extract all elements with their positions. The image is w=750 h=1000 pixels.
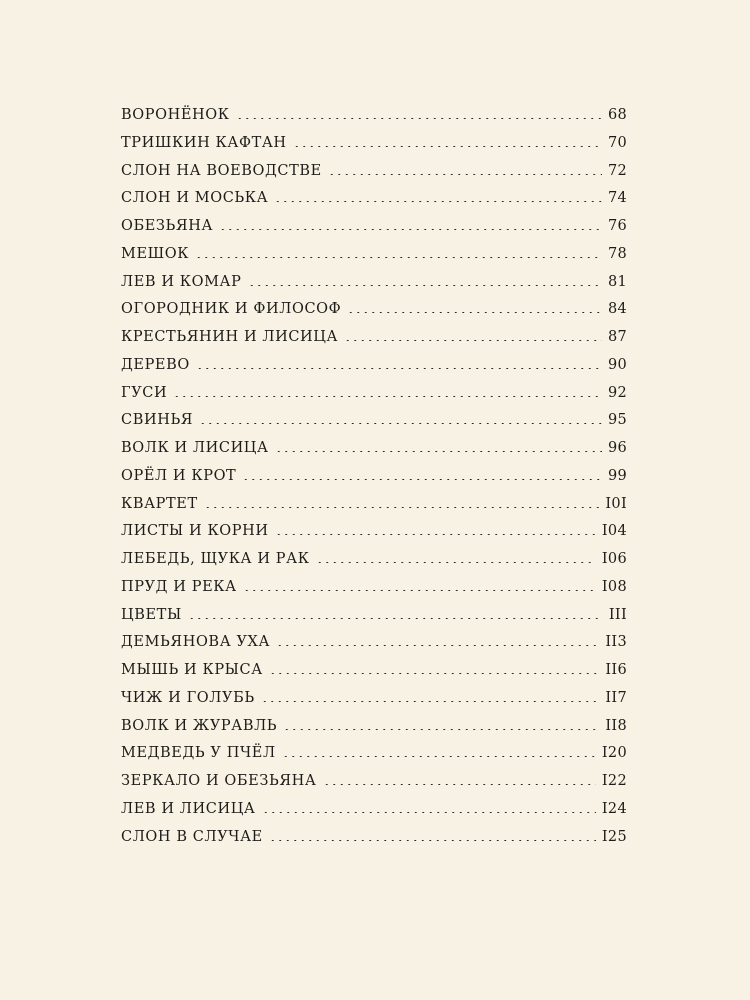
dot-leader xyxy=(243,590,596,591)
toc-entry-page: 92 xyxy=(607,384,627,401)
dot-leader xyxy=(173,396,602,397)
toc-entry xyxy=(121,829,627,857)
dot-leader xyxy=(347,312,602,313)
toc-entry-title: ОГОРОДНИК И ФИЛОСОФ xyxy=(121,301,342,318)
toc-entry xyxy=(121,801,627,829)
dot-leader xyxy=(269,840,596,841)
toc-entry xyxy=(121,745,627,773)
toc-entry xyxy=(121,274,627,302)
toc-entry-title: ЧИЖ И ГОЛУБЬ xyxy=(121,689,255,706)
toc-entry-page: 84 xyxy=(607,301,627,318)
toc-entry-page: III xyxy=(608,606,627,623)
toc-entry-page: 99 xyxy=(607,467,627,484)
toc-entry-page: II8 xyxy=(605,717,627,734)
dot-leader xyxy=(276,645,599,646)
toc-entry-page: 76 xyxy=(607,218,627,234)
toc-entry-page: 90 xyxy=(607,356,627,373)
dot-leader xyxy=(188,618,603,619)
toc-entry xyxy=(121,523,627,551)
toc-entry-title: КРЕСТЬЯНИН И ЛИСИЦА xyxy=(121,329,339,345)
toc-entry-page: 87 xyxy=(607,329,627,345)
toc-entry-title: МЕДВЕДЬ У ПЧЁЛ xyxy=(121,745,276,762)
table-of-contents xyxy=(121,107,627,856)
toc-entry-title: ГУСИ xyxy=(121,384,168,401)
toc-entry xyxy=(121,163,627,191)
toc-entry-page: 70 xyxy=(607,134,627,151)
toc-entry-title: ВОРОНЁНОК xyxy=(121,107,230,123)
toc-entry xyxy=(121,440,627,468)
toc-entry-title: МЫШЬ И КРЫСА xyxy=(121,662,263,678)
toc-entry xyxy=(121,107,627,135)
toc-entry xyxy=(121,301,627,329)
toc-entry-page: I04 xyxy=(601,523,627,540)
toc-entry xyxy=(121,496,627,524)
toc-entry-page: I24 xyxy=(601,800,627,817)
toc-entry-title: ЦВЕТЫ xyxy=(121,606,182,623)
toc-entry xyxy=(121,190,627,218)
toc-entry-title: ВОЛК И ЖУРАВЛЬ xyxy=(121,717,278,734)
toc-entry-page: 81 xyxy=(607,273,627,290)
toc-entry xyxy=(121,634,627,662)
toc-entry-title: СЛОН НА ВОЕВОДСТВЕ xyxy=(121,162,322,179)
toc-entry-page: 96 xyxy=(607,440,627,456)
toc-entry-title: ОБЕЗЬЯНА xyxy=(121,218,214,234)
dot-leader xyxy=(269,673,600,674)
dot-leader xyxy=(196,368,602,369)
toc-entry xyxy=(121,246,627,274)
toc-entry-title: ПРУД И РЕКА xyxy=(121,578,237,595)
toc-entry-page: 72 xyxy=(607,162,627,179)
toc-entry-title: СЛОН В СЛУЧАЕ xyxy=(121,828,263,845)
toc-entry xyxy=(121,773,627,801)
dot-leader xyxy=(282,756,596,757)
dot-leader xyxy=(293,146,602,147)
toc-entry-title: СВИНЬЯ xyxy=(121,412,194,429)
toc-entry-page: 95 xyxy=(607,412,627,429)
dot-leader xyxy=(316,562,596,563)
toc-entry xyxy=(121,135,627,163)
toc-entry-title: ОРЁЛ И КРОТ xyxy=(121,467,237,484)
toc-entry-page: I0I xyxy=(605,495,627,512)
toc-entry-title: МЕШОК xyxy=(121,245,190,262)
dot-leader xyxy=(199,423,602,424)
toc-entry xyxy=(121,357,627,385)
toc-entry-page: 68 xyxy=(607,107,627,123)
toc-entry-page: I08 xyxy=(601,578,627,595)
toc-entry xyxy=(121,468,627,496)
toc-entry xyxy=(121,579,627,607)
toc-entry xyxy=(121,551,627,579)
toc-entry-page: I22 xyxy=(601,773,627,789)
toc-entry-page: I06 xyxy=(601,551,627,567)
dot-leader xyxy=(275,451,602,452)
toc-entry xyxy=(121,662,627,690)
dot-leader xyxy=(274,201,602,202)
dot-leader xyxy=(344,340,602,341)
toc-entry-title: ДЕРЕВО xyxy=(121,356,190,373)
dot-leader xyxy=(204,507,600,508)
toc-entry xyxy=(121,329,627,357)
toc-entry xyxy=(121,607,627,635)
dot-leader xyxy=(261,701,600,702)
dot-leader xyxy=(248,285,602,286)
toc-entry-title: ЛЕВ И КОМАР xyxy=(121,273,242,290)
toc-entry-page: I20 xyxy=(601,745,627,762)
toc-entry-page: II6 xyxy=(605,662,627,678)
toc-entry-title: СЛОН И МОСЬКА xyxy=(121,190,269,207)
dot-leader xyxy=(323,784,596,785)
dot-leader xyxy=(242,479,602,480)
toc-entry-title: КВАРТЕТ xyxy=(121,495,198,512)
dot-leader xyxy=(219,229,602,230)
dot-leader xyxy=(236,118,602,119)
dot-leader xyxy=(262,812,596,813)
toc-entry xyxy=(121,218,627,246)
toc-entry-page: I25 xyxy=(601,828,627,845)
toc-entry xyxy=(121,412,627,440)
toc-entry-title: ТРИШКИН КАФТАН xyxy=(121,134,287,151)
dot-leader xyxy=(328,174,602,175)
toc-entry-title: ДЕМЬЯНОВА УХА xyxy=(121,634,271,651)
toc-entry xyxy=(121,718,627,746)
dot-leader xyxy=(195,257,602,258)
toc-entry xyxy=(121,385,627,413)
toc-entry-page: 78 xyxy=(607,245,627,262)
toc-entry-title: ЛИСТЫ И КОРНИ xyxy=(121,523,269,540)
dot-leader xyxy=(275,534,596,535)
toc-entry-title: ЛЕБЕДЬ, ЩУКА И РАК xyxy=(121,551,310,567)
toc-entry-title: ЛЕВ И ЛИСИЦА xyxy=(121,800,256,817)
dot-leader xyxy=(283,729,599,730)
toc-entry-page: II7 xyxy=(605,689,627,706)
toc-entry-title: ВОЛК И ЛИСИЦА xyxy=(121,440,269,456)
toc-entry-page: 74 xyxy=(607,190,627,207)
toc-entry xyxy=(121,690,627,718)
toc-entry-title: ЗЕРКАЛО И ОБЕЗЬЯНА xyxy=(121,773,317,789)
toc-entry-page: II3 xyxy=(605,634,627,651)
